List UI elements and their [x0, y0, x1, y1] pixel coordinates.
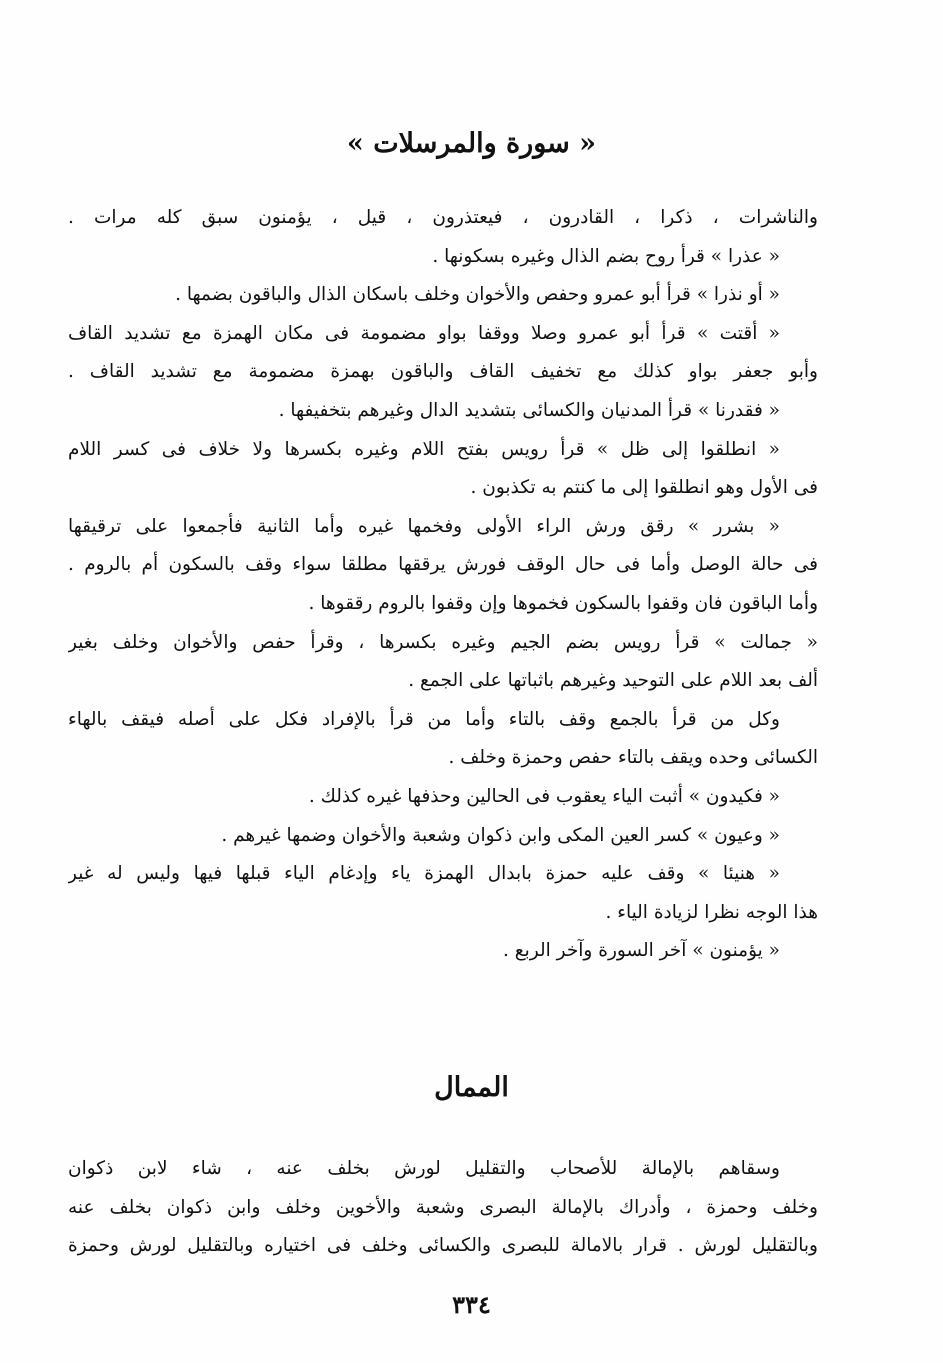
text-line: فى حالة الوصل وأما فى حال الوقف فورش يرققها مطلقا سواء وقف بالسكون أم بالروم .	[68, 554, 818, 576]
section-title: الممال	[434, 1072, 509, 1103]
text-line: « بشرر » رقق ورش الراء الأولى وفخمها غيره وأما الثانية فأجمعوا على ترقيقها	[68, 515, 780, 537]
text-line: « وعيون » كسر العين المكى وابن ذكوان وشعبة والأخوان وضمها غيرهم .	[221, 824, 780, 846]
text-line: فى الأول وهو انطلقوا إلى ما كنتم به تكذبون .	[470, 477, 818, 499]
text-line: وأبو جعفر بواو كذلك مع تخفيف القاف والباقون بهمزة مضمومة مع تشديد القاف .	[68, 361, 818, 383]
text-line: « أقتت » قرأ أبو عمرو وصلا ووقفا بواو مضمومة فى مكان الهمزة مع تشديد القاف	[68, 322, 780, 344]
page-number: ٣٣٤	[452, 1290, 491, 1319]
text-line: الكسائى وحده ويقف بالتاء حفص وحمزة وخلف .	[448, 747, 818, 769]
text-line: « أو نذرا » قرأ أبو عمرو وحفص والأخوان وخلف باسكان الذال والباقون بضمها .	[175, 284, 780, 306]
text-line: « عذرا » قرأ روح بضم الذال وغيره بسكونها .	[432, 245, 780, 267]
text-line: وأما الباقون فان وقفوا بالسكون فخموها وإن وقفوا بالروم رققوها .	[308, 592, 818, 614]
text-line: « فقدرنا » قرأ المدنيان والكسائى بتشديد الدال وغيرهم بتخفيفها .	[278, 399, 780, 421]
text-line: وكل من قرأ بالجمع وقف بالتاء وأما من قرأ بالإفراد فكل على أصله فيقف بالهاء	[68, 708, 780, 730]
text-line: « جمالت » قرأ رويس بضم الجيم وغيره بكسرها ، وقرأ حفص والأخوان وخلف بغير	[68, 631, 818, 653]
main-text-block	[68, 199, 818, 971]
text-line: « يؤمنون » آخر السورة وآخر الربع .	[503, 940, 780, 962]
surah-title: « سورة والمرسلات »	[346, 128, 597, 159]
text-line: وسقاهم بالإمالة للأصحاب والتقليل لورش بخلف عنه ، شاء لابن ذكوان	[68, 1158, 780, 1179]
text-line: « هنيئا » وقف عليه حمزة بابدال الهمزة ياء وإدغام الياء قبلها فيها وليس له غير	[68, 863, 780, 885]
text-line: والناشرات ، ذكرا ، القادرون ، فيعتذرون ، قيل ، يؤمنون سبق كله مرات .	[68, 207, 818, 228]
text-line: « انطلقوا إلى ظل » قرأ رويس بفتح اللام وغيره بكسرها ولا خلاف فى كسر اللام	[68, 438, 780, 460]
text-line: ألف بعد اللام على التوحيد وغيرهم باثباتها على الجمع .	[408, 670, 818, 692]
imala-text-block	[68, 1150, 818, 1266]
text-line: وبالتقليل لورش . قرار بالامالة للبصرى والكسائى وخلف فى اختياره وبالتقليل لورش وحمزة	[68, 1235, 818, 1257]
text-line: وخلف وحمزة ، وأدراك بالإمالة البصرى وشعبة والأخوين وخلف وابن ذكوان بخلف عنه	[68, 1196, 818, 1218]
text-line: هذا الوجه نظرا لزيادة الياء .	[605, 901, 818, 923]
text-line: « فكيدون » أثبت الياء يعقوب فى الحالين وحذفها غيره كذلك .	[308, 785, 780, 807]
